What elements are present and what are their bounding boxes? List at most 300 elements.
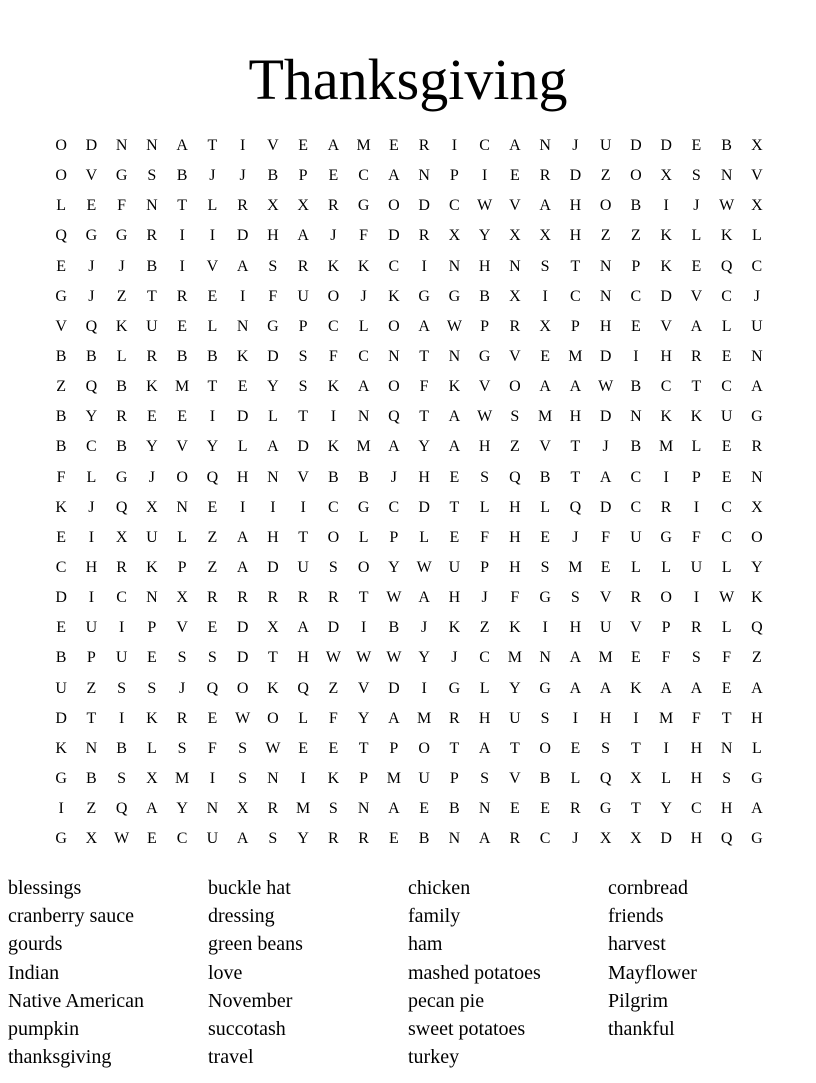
grid-cell: W <box>386 589 402 607</box>
grid-cell: F <box>722 649 732 667</box>
grid-cell: H <box>478 438 491 456</box>
word-list-item: pecan pie <box>408 989 485 1012</box>
grid-cell: A <box>236 257 249 275</box>
word-list <box>8 874 808 1071</box>
grid-cell: V <box>55 317 67 335</box>
grid-cell: Q <box>297 679 309 697</box>
grid-cell: M <box>568 347 583 365</box>
grid-cell: L <box>146 739 157 757</box>
grid-cell: D <box>85 137 98 154</box>
grid-cell: S <box>570 589 580 607</box>
grid-cell: S <box>510 408 520 426</box>
grid-cell: N <box>388 347 400 365</box>
grid-cell: P <box>389 528 399 546</box>
grid-cell: I <box>209 408 216 426</box>
grid-cell: D <box>236 227 249 245</box>
grid-cell: P <box>570 317 580 335</box>
grid-cell: P <box>631 257 641 275</box>
grid-cell: D <box>267 347 279 365</box>
grid-cell: I <box>663 197 669 215</box>
grid-cell: T <box>298 408 309 426</box>
grid-cell: J <box>572 830 579 848</box>
grid-cell: O <box>509 378 521 396</box>
grid-cell: N <box>206 800 219 818</box>
grid-cell: I <box>209 769 216 787</box>
grid-cell: H <box>599 317 612 335</box>
grid-cell: Z <box>600 167 611 185</box>
grid-cell: R <box>267 589 279 607</box>
grid-cell: K <box>720 227 733 245</box>
grid-cell: W <box>477 197 493 215</box>
grid-cell: P <box>298 317 308 335</box>
grid-cell: G <box>115 468 128 486</box>
grid-cell: Z <box>600 227 611 245</box>
grid-cell: O <box>660 589 672 607</box>
grid-cell: L <box>661 558 672 576</box>
grid-cell: K <box>327 378 340 396</box>
grid-cell: K <box>146 558 158 576</box>
grid-cell: I <box>239 137 246 154</box>
grid-cell: E <box>146 408 157 426</box>
grid-cell: Q <box>720 830 733 848</box>
grid-cell: D <box>236 619 249 637</box>
grid-cell: T <box>509 739 520 757</box>
grid-cell: R <box>660 498 672 516</box>
grid-cell: G <box>599 800 612 818</box>
grid-cell: C <box>449 197 460 215</box>
grid-cell: M <box>598 649 613 667</box>
grid-cell: S <box>601 739 611 757</box>
grid-cell: S <box>540 257 550 275</box>
grid-cell: E <box>540 800 551 818</box>
grid-cell: F <box>419 378 429 396</box>
grid-cell: E <box>56 257 67 275</box>
grid-cell: V <box>478 378 491 396</box>
grid-cell: V <box>267 137 279 154</box>
grid-cell: J <box>330 227 337 245</box>
grid-cell: C <box>388 498 400 516</box>
grid-cell: X <box>751 137 763 154</box>
grid-cell: G <box>85 227 98 245</box>
grid-cell: E <box>207 709 218 727</box>
grid-cell: L <box>691 227 702 245</box>
grid-cell: Y <box>418 649 430 667</box>
grid-cell: Y <box>478 227 491 245</box>
grid-cell: L <box>721 558 732 576</box>
grid-cell: E <box>328 739 339 757</box>
grid-cell: P <box>480 317 490 335</box>
grid-cell: Y <box>206 438 219 456</box>
grid-cell: C <box>116 589 127 607</box>
grid-cell: C <box>388 257 400 275</box>
grid-cell: M <box>507 649 522 667</box>
grid-cell: X <box>267 619 279 637</box>
grid-cell: E <box>449 528 460 546</box>
grid-cell: T <box>358 739 369 757</box>
grid-cell: J <box>693 197 700 215</box>
grid-cell: U <box>55 679 67 697</box>
grid-cell: H <box>690 769 703 787</box>
grid-cell: V <box>751 167 763 185</box>
grid-cell: L <box>479 679 490 697</box>
grid-cell: E <box>540 528 551 546</box>
grid-cell: P <box>177 558 187 576</box>
word-list-item: thanksgiving <box>8 1046 112 1069</box>
grid-cell: S <box>328 800 338 818</box>
grid-cell: U <box>599 619 612 637</box>
grid-cell: R <box>570 800 581 818</box>
grid-cell: D <box>599 498 612 516</box>
grid-cell: D <box>297 438 309 456</box>
grid-cell: D <box>55 709 67 727</box>
grid-cell: T <box>177 197 188 215</box>
grid-cell: E <box>721 468 732 486</box>
grid-cell: L <box>540 498 551 516</box>
grid-cell: X <box>539 227 551 245</box>
grid-cell: L <box>630 558 641 576</box>
grid-cell: R <box>176 287 188 305</box>
grid-cell: T <box>419 408 430 426</box>
grid-cell: S <box>117 769 127 787</box>
grid-cell: I <box>300 498 306 516</box>
grid-cell: K <box>660 227 672 245</box>
word-list-item: pumpkin <box>8 1017 80 1040</box>
grid-cell: Z <box>328 679 339 697</box>
grid-cell: R <box>146 347 158 365</box>
grid-cell: I <box>179 227 185 245</box>
grid-cell: X <box>267 197 279 215</box>
grid-cell: I <box>421 679 427 697</box>
grid-cell: X <box>176 589 188 607</box>
grid-cell: N <box>448 347 461 365</box>
grid-cell: I <box>239 498 246 516</box>
grid-cell: V <box>509 347 521 365</box>
grid-cell: N <box>267 468 279 486</box>
grid-cell: H <box>660 347 672 365</box>
grid-cell: K <box>146 378 158 396</box>
grid-cell: K <box>327 257 340 275</box>
word-list-item: Pilgrim <box>608 989 669 1012</box>
grid-cell: I <box>330 408 337 426</box>
grid-cell: X <box>660 167 672 185</box>
grid-cell: H <box>690 739 703 757</box>
grid-cell: D <box>599 408 612 426</box>
grid-cell: J <box>451 649 458 667</box>
word-list-item: turkey <box>408 1046 460 1069</box>
grid-cell: P <box>661 619 671 637</box>
word-list-item: harvest <box>608 933 666 956</box>
grid-cell: R <box>207 589 218 607</box>
grid-cell: J <box>753 287 760 305</box>
grid-cell: G <box>478 347 491 365</box>
grid-cell: R <box>297 589 309 607</box>
grid-cell: W <box>265 739 281 757</box>
grid-cell: I <box>118 619 125 637</box>
grid-cell: E <box>630 649 641 667</box>
grid-cell: F <box>691 528 701 546</box>
grid-cell: N <box>418 167 430 185</box>
grid-cell: O <box>55 137 67 154</box>
word-list-item: travel <box>208 1046 254 1069</box>
grid-cell: L <box>298 709 309 727</box>
grid-cell: Z <box>207 528 218 546</box>
grid-cell: N <box>539 137 551 154</box>
grid-cell: S <box>177 739 187 757</box>
grid-cell: N <box>176 498 188 516</box>
grid-cell: E <box>388 830 399 848</box>
grid-cell: Q <box>206 679 219 697</box>
grid-cell: K <box>630 679 642 697</box>
grid-cell: T <box>721 709 732 727</box>
grid-cell: I <box>421 257 427 275</box>
grid-cell: T <box>146 287 157 305</box>
grid-cell: E <box>509 167 520 185</box>
grid-cell: E <box>449 468 460 486</box>
grid-cell: J <box>118 257 125 275</box>
grid-cell: Q <box>206 468 219 486</box>
grid-cell: T <box>570 468 581 486</box>
grid-cell: X <box>448 227 461 245</box>
grid-cell: C <box>328 498 339 516</box>
grid-cell: H <box>509 558 521 576</box>
grid-cell: L <box>177 528 188 546</box>
grid-cell: G <box>357 197 370 215</box>
grid-cell: A <box>478 830 491 848</box>
grid-cell: L <box>358 528 369 546</box>
grid-cell: B <box>267 167 279 185</box>
grid-cell: V <box>85 167 98 185</box>
grid-cell: E <box>721 438 732 456</box>
grid-cell: A <box>478 739 491 757</box>
grid-cell: E <box>630 317 641 335</box>
grid-cell: R <box>358 830 369 848</box>
grid-cell: O <box>176 468 188 486</box>
grid-cell: P <box>147 619 157 637</box>
grid-cell: Y <box>357 709 370 727</box>
grid-cell: C <box>691 800 702 818</box>
grid-cell: S <box>177 649 187 667</box>
grid-cell: R <box>237 589 248 607</box>
grid-cell: R <box>116 408 127 426</box>
grid-cell: K <box>327 769 340 787</box>
grid-cell: R <box>297 257 309 275</box>
grid-cell: B <box>630 438 642 456</box>
grid-cell: Z <box>86 800 97 818</box>
grid-cell: I <box>58 800 64 818</box>
grid-cell: L <box>267 408 278 426</box>
grid-cell: X <box>599 830 612 848</box>
grid-cell: B <box>116 378 127 396</box>
grid-cell: S <box>207 649 217 667</box>
grid-cell: B <box>55 408 67 426</box>
grid-cell: R <box>509 830 521 848</box>
grid-cell: U <box>690 558 703 576</box>
grid-cell: J <box>239 167 246 185</box>
grid-cell: A <box>509 137 521 154</box>
grid-cell: C <box>630 468 642 486</box>
grid-cell: X <box>115 528 128 546</box>
grid-cell: X <box>751 498 763 516</box>
grid-cell: S <box>691 167 701 185</box>
grid-cell: M <box>386 769 401 787</box>
grid-cell: I <box>209 227 216 245</box>
grid-cell: U <box>599 137 612 154</box>
grid-cell: I <box>88 528 95 546</box>
grid-cell: L <box>419 528 430 546</box>
grid-cell: R <box>267 800 279 818</box>
grid-cell: N <box>720 739 733 757</box>
grid-cell: G <box>115 167 128 185</box>
grid-cell: H <box>569 197 582 215</box>
grid-cell: C <box>358 167 369 185</box>
grid-cell: F <box>328 347 338 365</box>
grid-cell: N <box>357 800 370 818</box>
grid-cell: P <box>449 769 459 787</box>
grid-cell: V <box>599 589 612 607</box>
page-title: Thanksgiving <box>248 47 568 112</box>
grid-cell: L <box>751 227 762 245</box>
grid-cell: A <box>236 528 249 546</box>
grid-cell: G <box>55 287 67 305</box>
grid-cell: E <box>146 830 157 848</box>
grid-cell: I <box>300 769 306 787</box>
grid-cell: N <box>509 257 521 275</box>
grid-cell: B <box>146 257 158 275</box>
grid-cell: I <box>693 498 700 516</box>
grid-cell: T <box>207 378 218 396</box>
grid-cell: N <box>267 769 279 787</box>
grid-cell: A <box>569 649 582 667</box>
grid-cell: H <box>509 498 521 516</box>
grid-cell: Z <box>86 679 97 697</box>
grid-cell: R <box>328 830 339 848</box>
grid-cell: B <box>55 438 67 456</box>
grid-cell: L <box>721 619 732 637</box>
grid-cell: T <box>449 498 460 516</box>
grid-cell: H <box>478 709 491 727</box>
grid-cell: N <box>751 468 763 486</box>
grid-cell: I <box>239 287 246 305</box>
grid-cell: L <box>751 739 762 757</box>
grid-cell: A <box>297 619 309 637</box>
grid-cell: P <box>86 649 96 667</box>
grid-cell: S <box>480 769 490 787</box>
word-list-item: Mayflower <box>608 961 697 984</box>
grid-cell: A <box>539 197 551 215</box>
grid-cell: U <box>297 287 309 305</box>
grid-cell: O <box>630 167 642 185</box>
grid-cell: L <box>207 197 218 215</box>
grid-cell: N <box>599 257 612 275</box>
grid-cell: D <box>327 619 340 637</box>
word-list-item: chicken <box>408 877 471 899</box>
grid-cell: H <box>418 468 430 486</box>
grid-cell: P <box>480 558 490 576</box>
grid-cell: P <box>298 167 308 185</box>
grid-cell: G <box>357 498 370 516</box>
grid-cell: D <box>267 558 279 576</box>
grid-cell: S <box>480 468 490 486</box>
grid-cell: E <box>207 287 218 305</box>
grid-cell: D <box>569 167 582 185</box>
grid-cell: T <box>298 528 309 546</box>
grid-cell: A <box>448 438 461 456</box>
grid-cell: W <box>598 378 614 396</box>
grid-cell: G <box>55 769 67 787</box>
grid-cell: U <box>85 619 98 637</box>
grid-cell: Y <box>751 558 763 576</box>
grid-cell: H <box>448 589 461 607</box>
grid-cell: S <box>540 709 550 727</box>
grid-cell: H <box>690 830 703 848</box>
grid-cell: Q <box>85 317 98 335</box>
word-list-item: Indian <box>8 961 60 984</box>
grid-cell: N <box>751 347 763 365</box>
grid-cell: N <box>146 197 158 215</box>
grid-cell: Q <box>55 227 67 245</box>
grid-cell: Z <box>509 438 520 456</box>
grid-cell: O <box>388 197 400 215</box>
word-list-item: friends <box>608 905 664 928</box>
grid-cell: B <box>358 468 369 486</box>
grid-cell: A <box>448 408 461 426</box>
grid-cell: F <box>601 528 611 546</box>
grid-cell: Y <box>509 679 521 697</box>
grid-cell: G <box>751 830 763 848</box>
grid-cell: R <box>176 709 188 727</box>
grid-cell: P <box>389 739 399 757</box>
grid-cell: G <box>660 528 672 546</box>
grid-cell: C <box>630 498 642 516</box>
grid-cell: K <box>509 619 521 637</box>
grid-cell: U <box>297 558 309 576</box>
grid-cell: B <box>449 800 460 818</box>
grid-cell: I <box>481 167 488 185</box>
grid-cell: R <box>691 347 702 365</box>
grid-cell: J <box>179 679 186 697</box>
grid-cell: Q <box>509 468 521 486</box>
grid-cell: J <box>390 468 397 486</box>
grid-cell: L <box>479 498 490 516</box>
word-list-item: buckle hat <box>208 877 291 899</box>
grid-cell: U <box>146 317 158 335</box>
grid-cell: E <box>177 408 188 426</box>
grid-cell: D <box>660 137 672 154</box>
grid-cell: I <box>633 347 639 365</box>
grid-cell: M <box>175 378 190 396</box>
word-list-item: green beans <box>208 933 303 956</box>
grid-cell: Z <box>479 619 490 637</box>
grid-cell: A <box>297 227 309 245</box>
grid-cell: B <box>539 468 551 486</box>
grid-cell: F <box>328 709 338 727</box>
grid-cell: S <box>298 347 308 365</box>
grid-cell: I <box>572 709 579 727</box>
grid-cell: E <box>86 197 97 215</box>
word-list-item: family <box>408 905 461 928</box>
grid-cell: E <box>177 317 188 335</box>
grid-cell: L <box>358 317 369 335</box>
grid-cell: J <box>148 468 155 486</box>
grid-cell: K <box>327 438 340 456</box>
grid-cell: X <box>85 830 98 848</box>
grid-cell: I <box>360 619 367 637</box>
grid-cell: E <box>56 619 67 637</box>
grid-cell: D <box>236 649 249 667</box>
grid-cell: J <box>88 498 95 516</box>
word-list-item: thankful <box>608 1017 675 1040</box>
grid-cell: T <box>207 137 218 154</box>
